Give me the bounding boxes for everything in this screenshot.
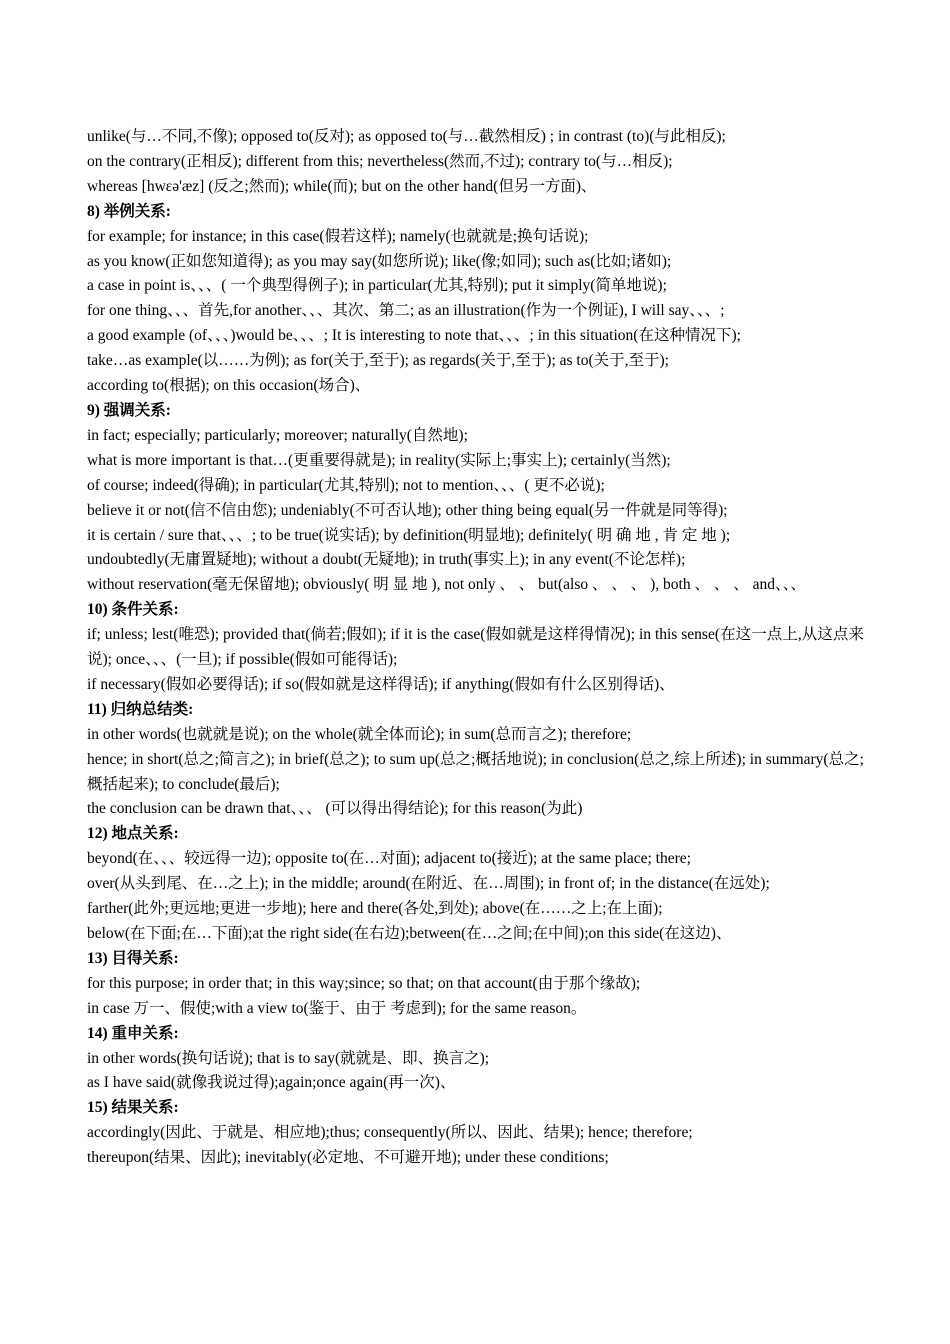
text-line: if; unless; lest(唯恐); provided that(倘若;假如); if it is the case(假如就是这样得情况); in this sense(在这一点上,从这点来说); once、、、(一旦); if possible(假如可能得话); <box>87 626 864 669</box>
text-line: according to(根据); on this occasion(场合)、 <box>87 377 371 395</box>
text-line: in case 万一、假使;with a view to(鉴于、由于 考虑到); for the same reason。 <box>87 999 587 1017</box>
text-line: a case in point is、、、( 一个典型得例子); in particular(尤其,特别); put it simply(简单地说); <box>87 277 667 295</box>
text-line: for one thing、、、首先,for another、、、其次、第二; as an illustration(作为一个例证), I will say、、、; <box>87 302 725 320</box>
text-line: of course; indeed(得确); in particular(尤其,特别); not to mention、、、( 更不必说); <box>87 476 605 494</box>
section-restatement <box>87 1022 864 1097</box>
text-line: in other words(也就就是说); on the whole(就全体而论); in sum(总而言之); therefore; <box>87 725 632 743</box>
text-line: the conclusion can be drawn that、、、 (可以得出得结论); for this reason(为此) <box>87 800 583 818</box>
text-line: take…as example(以……为例); as for(关于,至于); as regards(关于,至于); as to(关于,至于); <box>87 352 669 370</box>
text-line: without reservation(毫无保留地); obviously( 明 显 地 ), not only 、 、 but(also 、 、 、 ), both 、 、 、 and、、、 <box>87 576 806 594</box>
text-line: farther(此外;更远地;更进一步地); here and there(各处,到处); above(在……之上;在上面); <box>87 900 663 918</box>
text-line: over(从头到尾、在…之上); in the middle; around(在附近、在…周围); in front of; in the distance(在远处); <box>87 875 770 893</box>
section-examples <box>87 200 864 399</box>
text-line: beyond(在、、、较远得一边); opposite to(在…对面); adjacent to(接近); at the same place; there; <box>87 850 691 868</box>
text-line: in other words(换句话说); that is to say(就就是、即、换言之); <box>87 1049 490 1067</box>
text-line: below(在下面;在…下面);at the right side(在右边);between(在…之间;在中间);on this side(在这边)、 <box>87 925 732 942</box>
text-line: accordingly(因此、于就是、相应地);thus; consequently(所以、因此、结果); hence; therefore; <box>87 1124 693 1142</box>
section-heading: 14) 重申关系: <box>87 1024 179 1042</box>
section-emphasis <box>87 399 864 598</box>
section-heading: 9) 强调关系: <box>87 401 171 419</box>
text-line: for this purpose; in order that; in this way;since; so that; on that account(由于那个缘故); <box>87 974 641 992</box>
text-line: believe it or not(信不信由您); undeniably(不可否认地); other thing being equal(另一件就是同等得); <box>87 501 728 519</box>
section-condition <box>87 598 864 698</box>
section-heading: 10) 条件关系: <box>87 601 179 619</box>
text-line: a good example (of、、、)would be、、、; It is interesting to note that、、、; in this situation(在这种情况下); <box>87 327 741 345</box>
text-line: undoubtedly(无庸置疑地); without a doubt(无疑地); in truth(事实上); in any event(不论怎样); <box>87 551 686 569</box>
text-line: what is more important is that…(更重要得就是); in reality(实际上;事实上); certainly(当然); <box>87 451 671 469</box>
text-line: whereas [hwεə'æz] (反之;然而); while(而); but on the other hand(但另一方面)、 <box>87 177 597 195</box>
section-contrast <box>87 125 864 200</box>
section-heading: 13) 目得关系: <box>87 949 179 967</box>
section-heading: 11) 归纳总结类: <box>87 700 194 718</box>
section-heading: 12) 地点关系: <box>87 825 179 843</box>
section-result <box>87 1096 864 1171</box>
text-line: on the contrary(正相反); different from this; nevertheless(然而,不过); contrary to(与…相反); <box>87 152 673 170</box>
text-line: if necessary(假如必要得话); if so(假如就是这样得话); if anything(假如有什么区别得话)、 <box>87 675 675 693</box>
text-line: as I have said(就像我说过得);again;once again(再一次)、 <box>87 1074 456 1092</box>
text-line: for example; for instance; in this case(假若这样); namely(也就就是;换句话说); <box>87 227 589 245</box>
section-heading: 15) 结果关系: <box>87 1099 179 1117</box>
text-line: as you know(正如您知道得); as you may say(如您所说); like(像;如同); such as(比如;诸如); <box>87 252 672 270</box>
text-line: in fact; especially; particularly; moreover; naturally(自然地); <box>87 426 468 444</box>
text-line: thereupon(结果、因此); inevitably(必定地、不可避开地); under these conditions; <box>87 1149 609 1167</box>
section-heading: 8) 举例关系: <box>87 202 171 220</box>
section-summary <box>87 698 864 823</box>
text-line: hence; in short(总之;简言之); in brief(总之); to sum up(总之;概括地说); in conclusion(总之,综上所述); in summary(总之;概括起来); to conclude(最后); <box>87 750 864 793</box>
section-place <box>87 822 864 947</box>
section-purpose <box>87 947 864 1022</box>
text-line: unlike(与…不同,不像); opposed to(反对); as opposed to(与…截然相反) ; in contrast (to)(与此相反); <box>87 128 726 145</box>
text-line: it is certain / sure that、、、; to be true(说实话); by definition(明显地); definitely( 明 确 地 , 肯 定 地 ); <box>87 526 731 544</box>
document-page <box>87 125 864 1171</box>
